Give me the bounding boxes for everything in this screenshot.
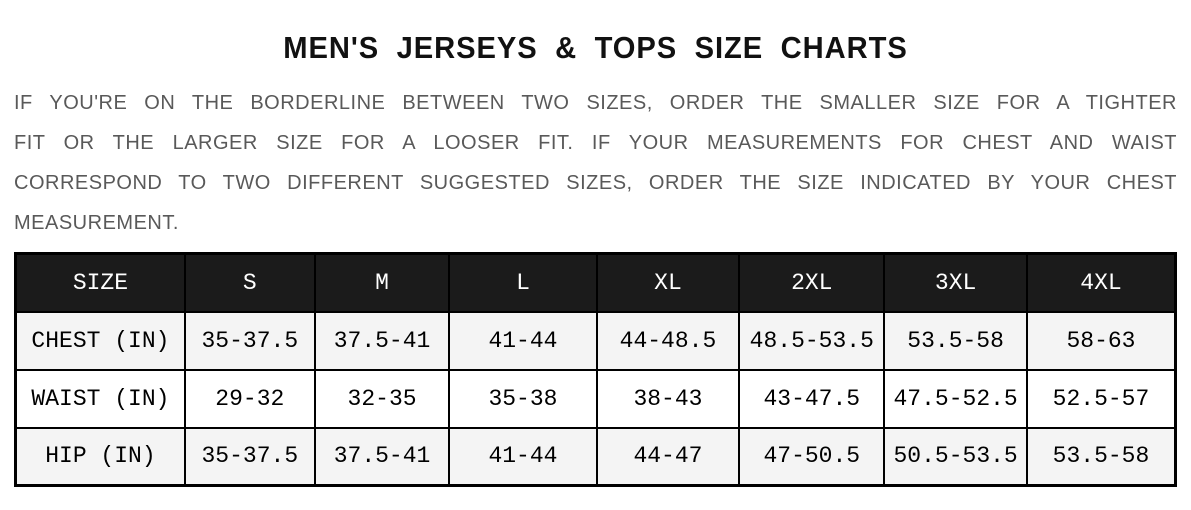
size-cell: 48.5-53.5 [739,312,884,370]
size-cell: 37.5-41 [315,428,450,486]
size-cell: 44-48.5 [597,312,740,370]
table-row-chest [16,312,1176,370]
table-row-hip [16,428,1176,486]
page-title: MEN'S JERSEYS & TOPS SIZE CHARTS [283,30,908,65]
size-cell: 37.5-41 [315,312,450,370]
size-cell: 53.5-58 [1027,428,1176,486]
size-guide-intro: IF YOU'RE ON THE BORDERLINE BETWEEN TWO SIZES, ORDER THE SMALLER SIZE FOR A TIGHTER FIT OR THE LARGER SIZE FOR A LOOSER FIT. IF YOUR MEASUREMENTS FOR CHEST AND WAIST CORRESPOND TO TWO DIFFERENT SUGGESTED SIZES, ORDER THE SIZE INDICATED BY YOUR CHEST MEASUREMENT. [14,92,1177,234]
size-cell: 41-44 [449,428,596,486]
column-header-l: L [449,254,596,312]
size-cell: 35-37.5 [185,428,315,486]
size-cell: 32-35 [315,370,450,428]
size-cell: 58-63 [1027,312,1176,370]
size-cell: 29-32 [185,370,315,428]
size-cell: 41-44 [449,312,596,370]
table-row [16,254,1176,312]
size-guide-page [0,30,1191,510]
size-chart-header-row [16,254,1176,312]
column-header-4xl: 4XL [1027,254,1176,312]
column-header-m: M [315,254,450,312]
size-cell: 50.5-53.5 [884,428,1027,486]
size-cell: 43-47.5 [739,370,884,428]
size-cell: 35-38 [449,370,596,428]
size-cell: 38-43 [597,370,740,428]
column-header-3xl: 3XL [884,254,1027,312]
row-label-waist: WAIST (IN) [16,370,185,428]
row-label-chest: CHEST (IN) [16,312,185,370]
column-header-size: SIZE [16,254,185,312]
size-cell: 52.5-57 [1027,370,1176,428]
size-cell: 47-50.5 [739,428,884,486]
size-chart-table [14,252,1177,487]
size-cell: 44-47 [597,428,740,486]
size-cell: 35-37.5 [185,312,315,370]
row-label-hip: HIP (IN) [16,428,185,486]
column-header-2xl: 2XL [739,254,884,312]
table-row-waist [16,370,1176,428]
size-cell: 47.5-52.5 [884,370,1027,428]
size-cell: 53.5-58 [884,312,1027,370]
column-header-xl: XL [597,254,740,312]
column-header-s: S [185,254,315,312]
